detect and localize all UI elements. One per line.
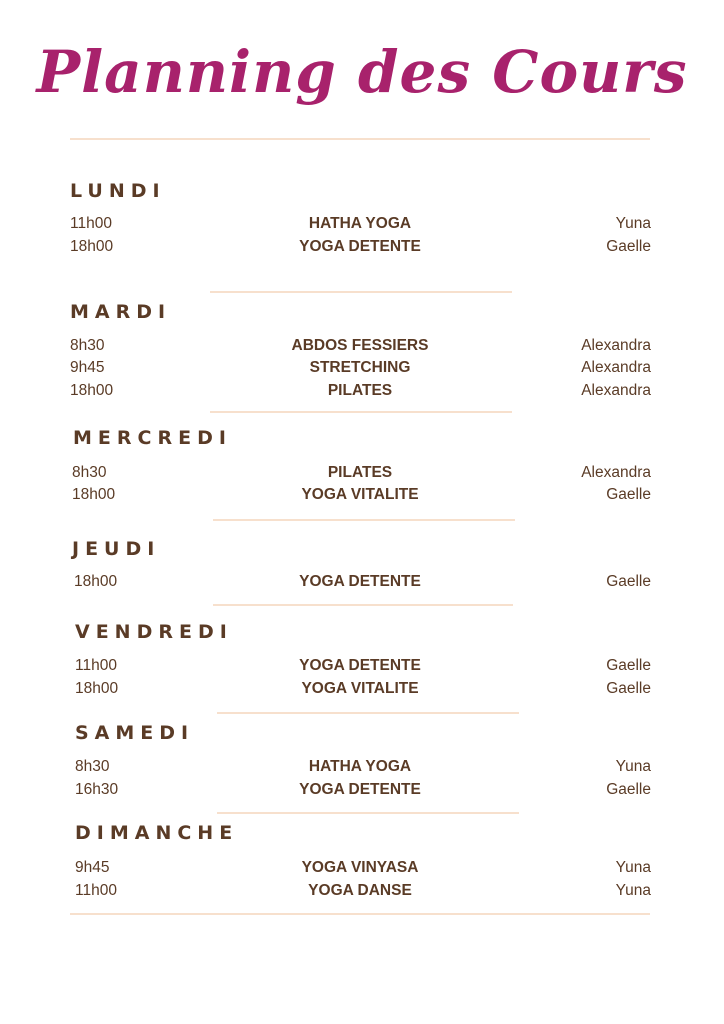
day-divider (217, 812, 519, 814)
session-row (0, 678, 724, 700)
session-row (0, 462, 724, 484)
session-teacher: Yuna (615, 882, 651, 899)
session-time: 11h00 (75, 882, 117, 899)
session-row (0, 655, 724, 677)
session-teacher: Alexandra (581, 464, 651, 481)
session-course: ABDOS FESSIERS (291, 337, 429, 354)
session-time: 18h00 (70, 382, 114, 399)
session-teacher: Alexandra (581, 359, 651, 376)
bottom-divider (70, 913, 650, 915)
session-teacher: Yuna (615, 758, 651, 775)
session-time: 9h45 (75, 859, 110, 876)
session-course: HATHA YOGA (308, 758, 412, 775)
session-row (0, 357, 724, 379)
session-time: 18h00 (75, 680, 119, 697)
session-time: 8h30 (72, 464, 107, 481)
session-course: YOGA DANSE (308, 882, 412, 899)
session-row (0, 571, 724, 593)
session-teacher: Gaelle (606, 238, 651, 255)
session-time: 16h30 (75, 781, 119, 798)
session-course: YOGA VITALITE (301, 486, 419, 503)
session-row (0, 484, 724, 506)
session-course: HATHA YOGA (308, 215, 412, 232)
title-divider (70, 138, 650, 140)
session-teacher: Gaelle (606, 486, 651, 503)
session-time: 9h45 (70, 359, 105, 376)
day-divider (210, 411, 512, 413)
session-teacher: Yuna (615, 215, 651, 232)
session-row (0, 880, 724, 902)
day-heading-dimanche: DIMANCHE (75, 822, 239, 844)
day-heading-mardi: MARDI (70, 301, 172, 323)
session-teacher: Gaelle (606, 781, 651, 798)
day-heading-lundi: LUNDI (70, 180, 166, 202)
session-row (0, 756, 724, 778)
day-heading-samedi: SAMEDI (75, 722, 195, 744)
session-time: 8h30 (70, 337, 105, 354)
session-course: YOGA DETENTE (299, 657, 421, 674)
session-time: 11h00 (70, 215, 112, 232)
session-time: 8h30 (75, 758, 110, 775)
session-teacher: Alexandra (581, 382, 651, 399)
page-title: Planning des Cours (36, 38, 688, 106)
session-course: YOGA VINYASA (301, 859, 419, 876)
session-course: PILATES (327, 382, 393, 399)
session-course: STRETCHING (309, 359, 411, 376)
session-row (0, 236, 724, 258)
day-heading-jeudi: JEUDI (72, 538, 161, 560)
day-divider (213, 604, 513, 606)
session-course: YOGA DETENTE (299, 781, 421, 798)
session-row (0, 857, 724, 879)
day-divider (210, 291, 512, 293)
session-time: 18h00 (72, 486, 116, 503)
session-teacher: Gaelle (606, 680, 651, 697)
day-divider (213, 519, 515, 521)
session-course: YOGA DETENTE (299, 573, 421, 590)
day-divider (217, 712, 519, 714)
session-teacher: Gaelle (606, 657, 651, 674)
session-time: 18h00 (70, 238, 114, 255)
session-course: YOGA DETENTE (299, 238, 421, 255)
session-course: YOGA VITALITE (301, 680, 419, 697)
day-heading-mercredi: MERCREDI (73, 427, 232, 449)
session-time: 11h00 (75, 657, 117, 674)
session-teacher: Yuna (615, 859, 651, 876)
day-heading-vendredi: VENDREDI (75, 621, 233, 643)
session-row (0, 380, 724, 402)
session-teacher: Alexandra (581, 337, 651, 354)
session-row (0, 779, 724, 801)
session-time: 18h00 (74, 573, 118, 590)
session-row (0, 213, 724, 235)
session-row (0, 335, 724, 357)
session-course: PILATES (327, 464, 393, 481)
session-teacher: Gaelle (606, 573, 651, 590)
